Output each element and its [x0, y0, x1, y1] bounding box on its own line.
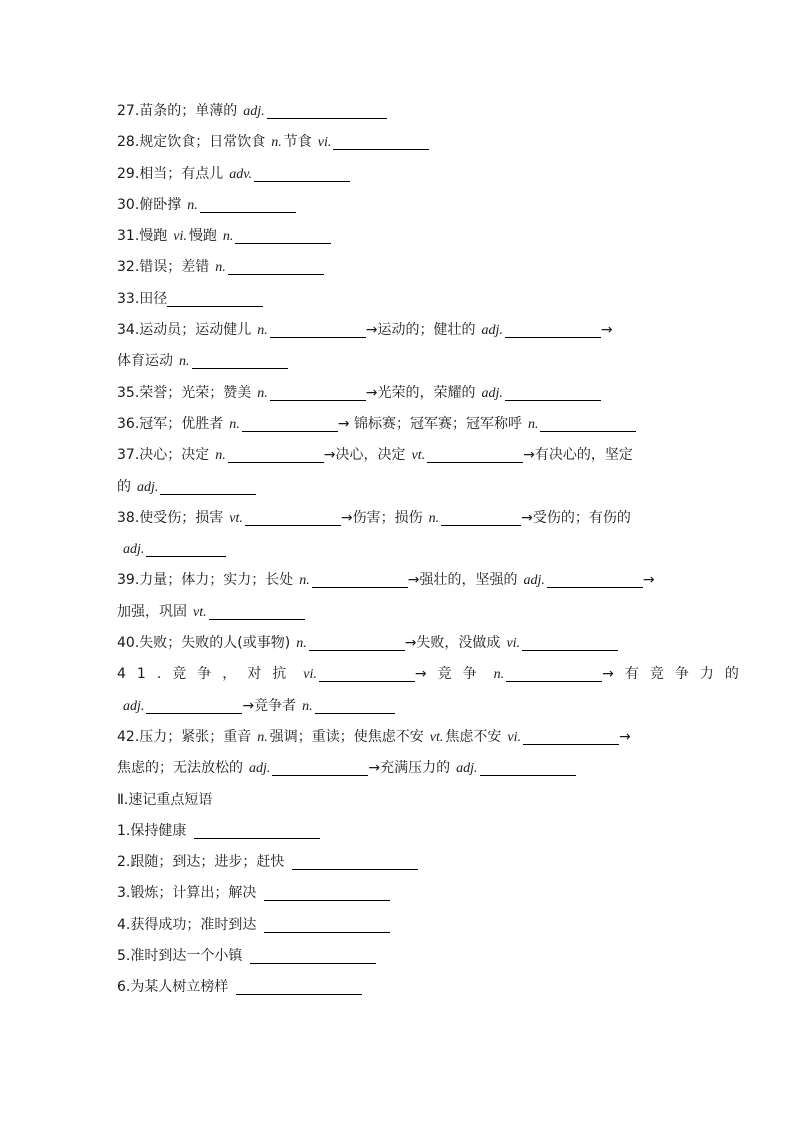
vocab-text: 30.俯卧撑 — [117, 196, 182, 213]
part-of-speech: vi. — [506, 636, 521, 652]
vocab-text: 强调；重读；使焦虑不安 — [269, 728, 424, 745]
phrase-line — [117, 941, 679, 972]
part-of-speech: adj. — [243, 104, 265, 119]
vocab-line-35 — [117, 378, 679, 409]
part-of-speech: vt. — [429, 729, 444, 745]
part-of-speech: adj. — [249, 761, 271, 777]
vocab-text: 31.慢跑 — [117, 228, 168, 245]
vocab-line-37b — [117, 472, 679, 503]
answer-blank[interactable] — [523, 726, 619, 745]
vocab-text: 42.压力；紧张；重音 — [117, 728, 252, 745]
answer-blank[interactable] — [254, 163, 350, 182]
vocab-text: →有决心的，坚定 — [523, 447, 633, 464]
answer-blank[interactable] — [242, 413, 338, 432]
part-of-speech: n. — [187, 197, 198, 213]
vocab-line-29 — [117, 159, 679, 190]
vocab-line-31 — [117, 221, 679, 252]
vocab-text: → — [600, 322, 613, 339]
part-of-speech: vt. — [193, 604, 207, 620]
vocab-line-38a — [117, 503, 679, 534]
answer-blank[interactable] — [522, 632, 618, 651]
part-of-speech: n. — [428, 510, 440, 526]
part-of-speech: vt. — [411, 448, 426, 464]
answer-blank[interactable] — [427, 444, 523, 463]
part-of-speech: vi. — [303, 667, 317, 683]
phrase-label: 2.跟随；到达；进步；赶快 — [117, 854, 285, 871]
answer-blank[interactable] — [319, 663, 415, 682]
vocab-line-41b — [117, 691, 679, 722]
part-of-speech: n. — [527, 416, 539, 432]
vocab-text: →强壮的，坚强的 — [407, 572, 518, 589]
vocab-text: → — [642, 572, 655, 589]
vocab-text: →决心，决定 — [323, 447, 406, 464]
part-of-speech: adj. — [123, 698, 145, 714]
part-of-speech: n. — [257, 729, 268, 745]
answer-blank[interactable] — [292, 851, 418, 870]
vocab-text: →光荣的，荣耀的 — [365, 384, 476, 401]
vocab-text: 35.荣誉；光荣；赞美 — [117, 384, 252, 401]
vocab-line-39b — [117, 597, 679, 628]
answer-blank[interactable] — [228, 444, 324, 463]
vocab-text: 节食 — [283, 134, 312, 151]
vocab-text: 焦虑不安 — [445, 728, 502, 745]
part-of-speech: n. — [493, 667, 505, 683]
vocab-line-41a — [117, 659, 750, 690]
part-of-speech: n. — [257, 323, 268, 339]
part-of-speech: n. — [215, 260, 226, 276]
part-of-speech: n. — [257, 385, 268, 401]
part-of-speech: n. — [299, 573, 310, 589]
answer-blank[interactable] — [441, 507, 521, 526]
vocab-line-34a — [117, 315, 679, 346]
part-of-speech: vi. — [507, 729, 521, 745]
phrase-label: 6.为某人树立榜样 — [117, 979, 229, 996]
phrase-line — [117, 910, 679, 941]
part-of-speech: adj. — [137, 479, 159, 495]
vocab-text: 29.相当；有点儿 — [117, 165, 224, 182]
answer-blank[interactable] — [270, 382, 366, 401]
vocab-text: →伤害；损伤 — [340, 509, 423, 526]
vocab-text: →竞争者 — [242, 697, 297, 714]
part-of-speech: adv. — [229, 166, 252, 182]
vocab-text: 38.使受伤；损害 — [117, 509, 224, 526]
answer-blank[interactable] — [540, 413, 636, 432]
answer-blank[interactable] — [245, 507, 341, 526]
section-title: Ⅱ.速记重点短语 — [117, 791, 213, 808]
vocab-text: 焦虑的；无法放松的 — [117, 760, 243, 777]
vocab-line-34b — [117, 346, 679, 377]
vocab-text: → 锦标赛；冠军赛；冠军称呼 — [337, 415, 522, 432]
answer-blank[interactable] — [480, 757, 576, 776]
vocab-line-42a — [117, 722, 679, 753]
vocab-text: →受伤的；有伤的 — [521, 509, 631, 526]
phrase-line — [117, 878, 679, 909]
vocab-line-42b — [117, 753, 679, 784]
answer-blank[interactable] — [160, 476, 256, 495]
phrase-line — [117, 847, 679, 878]
part-of-speech: adj. — [523, 573, 545, 589]
vocab-text: →充满压力的 — [368, 760, 451, 777]
vocab-text: → — [618, 728, 631, 745]
vocab-text: →竞争 — [414, 666, 488, 683]
part-of-speech: adj. — [481, 323, 503, 339]
phrase-label: 4.获得成功；准时到达 — [117, 916, 257, 933]
phrase-label: 3.锻炼；计算出；解决 — [117, 885, 257, 902]
vocab-line-32 — [117, 252, 679, 283]
part-of-speech: adj. — [456, 761, 478, 777]
vocab-text: 36.冠军；优胜者 — [117, 415, 224, 432]
vocab-line-28 — [117, 127, 679, 158]
vocab-text: 体育运动 — [117, 353, 173, 370]
vocab-text: 37.决心；决定 — [117, 447, 210, 464]
worksheet — [117, 96, 750, 1004]
answer-blank[interactable] — [505, 319, 601, 338]
answer-blank[interactable] — [192, 350, 288, 369]
vocab-line-39a — [117, 565, 679, 596]
vocab-line-40 — [117, 628, 679, 659]
part-of-speech: n. — [302, 698, 313, 714]
answer-blank[interactable] — [264, 882, 390, 901]
answer-blank[interactable] — [236, 976, 362, 995]
answer-blank[interactable] — [270, 319, 366, 338]
vocab-text: 慢跑 — [188, 228, 217, 245]
part-of-speech: adj. — [123, 542, 145, 558]
vocab-text: 33.田径 — [117, 290, 168, 307]
part-of-speech: n. — [215, 448, 226, 464]
answer-blank[interactable] — [250, 945, 376, 964]
vocab-line-33 — [117, 284, 679, 315]
part-of-speech: n. — [296, 636, 307, 652]
answer-blank[interactable] — [146, 695, 242, 714]
answer-blank[interactable] — [333, 131, 429, 150]
vocab-line-37a — [117, 440, 679, 471]
part-of-speech: n. — [222, 229, 234, 245]
answer-blank[interactable] — [506, 663, 602, 682]
answer-blank[interactable] — [315, 695, 395, 714]
vocab-text: 的 — [117, 478, 131, 495]
vocab-text: 27.苗条的；单薄的 — [117, 103, 238, 119]
vocab-line-30 — [117, 190, 679, 221]
answer-blank[interactable] — [264, 914, 390, 933]
part-of-speech: vi. — [317, 135, 332, 151]
vocab-text: 32.错误；差错 — [117, 259, 210, 276]
vocab-text: 加强，巩固 — [117, 603, 187, 620]
answer-blank[interactable] — [228, 256, 324, 275]
vocab-line-38b — [117, 534, 679, 565]
vocab-line-27 — [117, 96, 679, 127]
answer-blank[interactable] — [312, 569, 408, 588]
answer-blank[interactable] — [505, 382, 601, 401]
answer-blank[interactable] — [235, 225, 331, 244]
phrase-line — [117, 972, 679, 1003]
phrase-label: 1.保持健康 — [117, 822, 187, 839]
phrase-list — [117, 816, 679, 1004]
vocab-text: 41.竞争，对抗 — [117, 666, 298, 683]
answer-blank[interactable] — [272, 757, 368, 776]
answer-blank[interactable] — [194, 820, 320, 839]
vocab-text: →失败，没做成 — [404, 635, 501, 652]
answer-blank[interactable] — [309, 632, 405, 651]
vocab-text: →运动的；健壮的 — [365, 322, 476, 339]
part-of-speech: n. — [229, 416, 240, 432]
vocab-list — [117, 96, 750, 785]
answer-blank[interactable] — [200, 194, 296, 213]
part-of-speech: vi. — [173, 229, 187, 245]
answer-blank[interactable] — [267, 100, 387, 119]
vocab-text: 39.力量；体力；实力；长处 — [117, 572, 294, 589]
answer-blank[interactable] — [146, 538, 226, 557]
answer-blank[interactable] — [209, 601, 305, 620]
part-of-speech: adj. — [481, 385, 503, 401]
vocab-text: 28.规定饮食；日常饮食 — [117, 134, 266, 151]
vocab-text: 40.失败；失败的人(或事物) — [117, 635, 291, 652]
answer-blank[interactable] — [167, 288, 263, 307]
vocab-line-36 — [117, 409, 679, 440]
vocab-text: →有竞争力的 — [602, 666, 750, 683]
phrase-label: 5.准时到达一个小镇 — [117, 948, 243, 965]
vocab-text: 34.运动员；运动健儿 — [117, 322, 252, 339]
part-of-speech: n. — [179, 354, 190, 370]
phrase-line — [117, 816, 679, 847]
answer-blank[interactable] — [547, 569, 643, 588]
part-of-speech: vt. — [229, 510, 243, 526]
part-of-speech: n. — [271, 135, 282, 151]
